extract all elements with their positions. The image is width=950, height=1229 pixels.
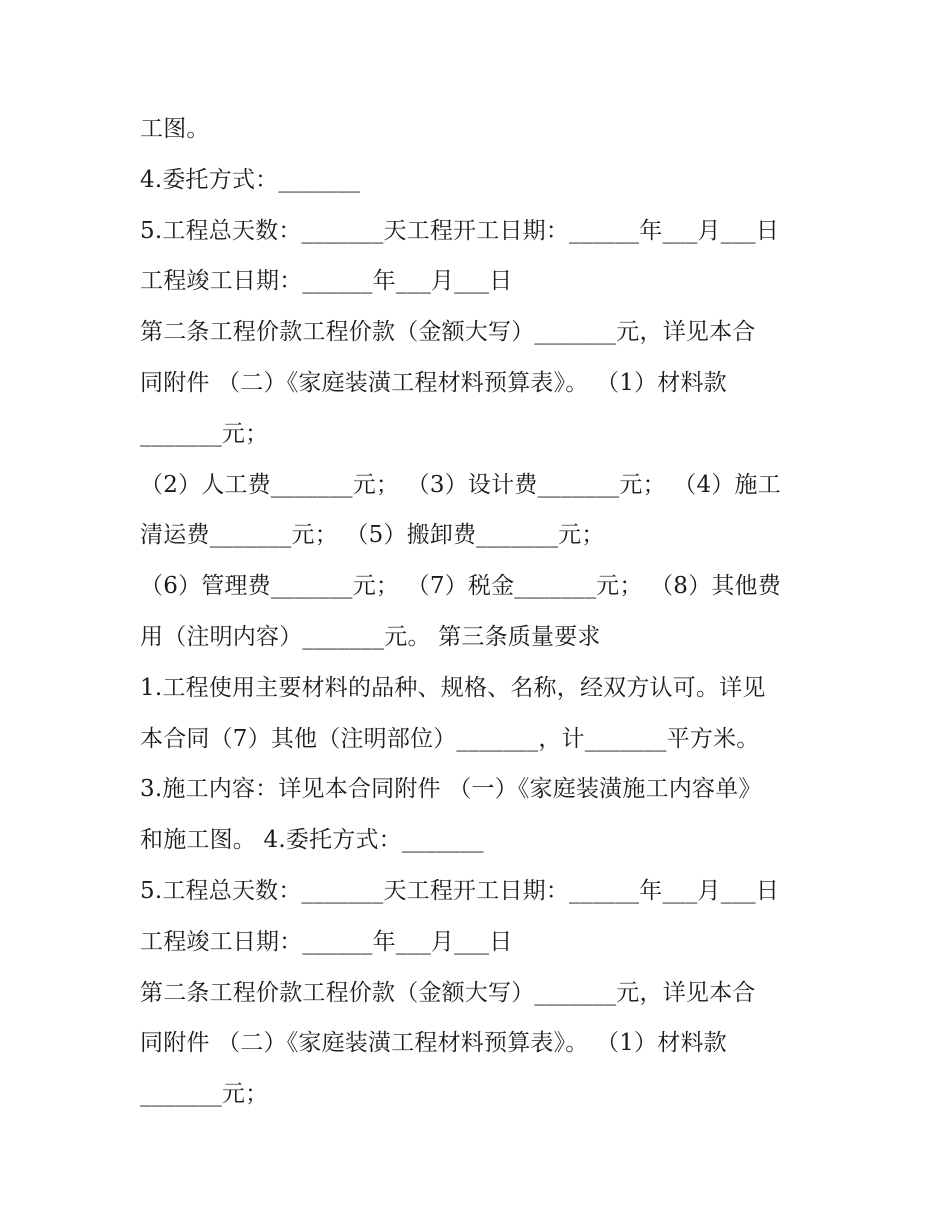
text-line: 清运费_______元； （5）搬卸费_______元； <box>140 522 605 549</box>
text-line: 用（注明内容）_______元。 第三条质量要求 <box>140 623 601 650</box>
text-line: 工程竣工日期：______年___月___日 <box>140 268 513 295</box>
document-page <box>140 104 820 1120</box>
text-line: 工图。 <box>140 116 210 142</box>
text-line: 4.委托方式：_______ <box>140 166 361 193</box>
text-line: 第二条工程价款工程价款（金额大写）_______元，详见本合 <box>140 979 756 1006</box>
text-line: （6）管理费_______元； （7）税金_______元； （8）其他费 <box>140 573 781 600</box>
text-line: 和施工图。 4.委托方式：_______ <box>140 827 484 854</box>
text-line: 工程竣工日期：______年___月___日 <box>140 928 513 955</box>
text-line: 1.工程使用主要材料的品种、规格、名称，经双方认可。详见 <box>140 674 766 701</box>
text-line: _______元； <box>140 420 269 447</box>
text-line: 第二条工程价款工程价款（金额大写）_______元，详见本合 <box>140 319 756 346</box>
text-line: 5.工程总天数：_______天工程开工日期：______年___月___日 <box>140 217 780 244</box>
text-line: 3.施工内容：详见本合同附件 （一）《家庭装潢施工内容单》 <box>140 776 762 803</box>
text-line: 同附件 （二）《家庭装潢工程材料预算表》。 （1）材料款 <box>140 369 727 396</box>
text-line: 同附件 （二）《家庭装潢工程材料预算表》。 （1）材料款 <box>140 1030 727 1057</box>
text-line: 5.工程总天数：_______天工程开工日期：______年___月___日 <box>140 877 780 904</box>
text-line: （2）人工费_______元； （3）设计费_______元； （4）施工 <box>140 471 781 498</box>
text-line: _______元； <box>140 1081 269 1108</box>
text-line: 本合同（7）其他（注明部位）_______，计_______平方米。 <box>140 725 760 752</box>
